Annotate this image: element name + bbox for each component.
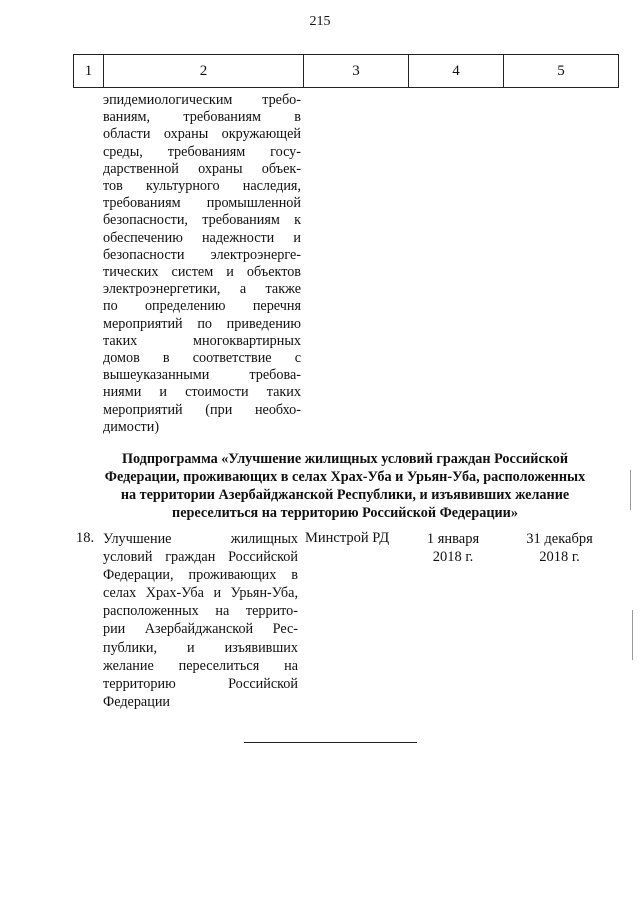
end-date-day: 31 декабря	[526, 531, 593, 547]
text-line: среды, требованиям госу-	[103, 143, 301, 160]
text-line: области охраны окружающей	[103, 126, 301, 143]
heading-line: Подпрограмма «Улучшение жилищных условий граждан Российской	[121, 451, 569, 467]
column-header-5: 5	[557, 62, 565, 79]
text-line: требованиям промышленной	[103, 195, 301, 212]
text-line: безопасности, требованиям к	[103, 212, 301, 229]
row-start-date	[408, 530, 498, 566]
text-line: ваниям, требованиям в	[103, 109, 301, 126]
row-measure-text	[103, 530, 298, 711]
text-line: димости)	[103, 418, 160, 435]
column-header-3: 3	[304, 55, 409, 87]
page-number: 215	[309, 14, 331, 29]
text-line: селах Храх-Уба и Урьян-Уба,	[103, 585, 298, 602]
text-line: ниями и стоимости таких	[103, 384, 301, 401]
end-of-table-rule	[244, 742, 417, 743]
text-line: электроэнергетики, а также	[103, 281, 301, 298]
text-line: по определению перечня	[103, 298, 301, 315]
table-column-header-row	[73, 54, 619, 88]
text-line: расположенных на террито-	[103, 603, 298, 620]
column-header-4: 4	[409, 55, 504, 87]
text-line: дарственной охраны объек-	[103, 160, 301, 177]
text-line: Федерации, проживающих в	[103, 567, 298, 584]
text-line: мероприятий по приведению	[103, 315, 301, 332]
column-header-2: 2	[104, 55, 304, 87]
start-date-year: 2018 г.	[432, 549, 474, 565]
heading-line: Федерации, проживающих в селах Храх-Уба и Урьян-Уба, расположенных	[104, 469, 586, 485]
text-line: Улучшение жилищных	[103, 531, 298, 547]
text-line: публики, и изъявивших	[103, 639, 298, 656]
continued-measure-text	[103, 92, 301, 436]
row-number: 18.	[76, 530, 95, 546]
text-line: тов культурного наследия,	[103, 178, 301, 195]
column-header-1: 1	[74, 55, 104, 87]
text-line: вышеуказанными требова-	[103, 367, 301, 384]
text-line: желание переселиться на	[103, 657, 298, 674]
start-date-day: 1 января	[426, 531, 480, 547]
heading-line: переселиться на территорию Российской Федерации»	[172, 505, 518, 521]
text-line: безопасности электроэнерге-	[103, 246, 301, 263]
text-line: таких многоквартирных	[103, 332, 301, 349]
text-line: условий граждан Российской	[103, 549, 298, 566]
text-line: обеспечению надежности и	[103, 229, 301, 246]
text-line: рии Азербайджанской Рес-	[103, 621, 298, 638]
text-line: территорию Российской	[103, 675, 298, 692]
subprogram-heading	[80, 450, 610, 522]
text-line: Федерации	[103, 693, 171, 710]
text-line: мероприятий (при необхо-	[103, 401, 301, 418]
text-line: эпидемиологическим требо-	[103, 92, 301, 108]
text-line: домов в соответствие с	[103, 350, 301, 367]
end-date-year: 2018 г.	[539, 549, 580, 565]
text-line: тических систем и объектов	[103, 264, 301, 281]
scan-edge-mark	[632, 610, 633, 660]
row-executor: Минстрой РД	[305, 530, 390, 546]
row-end-date	[507, 530, 612, 566]
heading-line: на территории Азербайджанской Республики, и изъявивших желание	[120, 487, 570, 503]
scan-edge-mark	[630, 470, 631, 510]
